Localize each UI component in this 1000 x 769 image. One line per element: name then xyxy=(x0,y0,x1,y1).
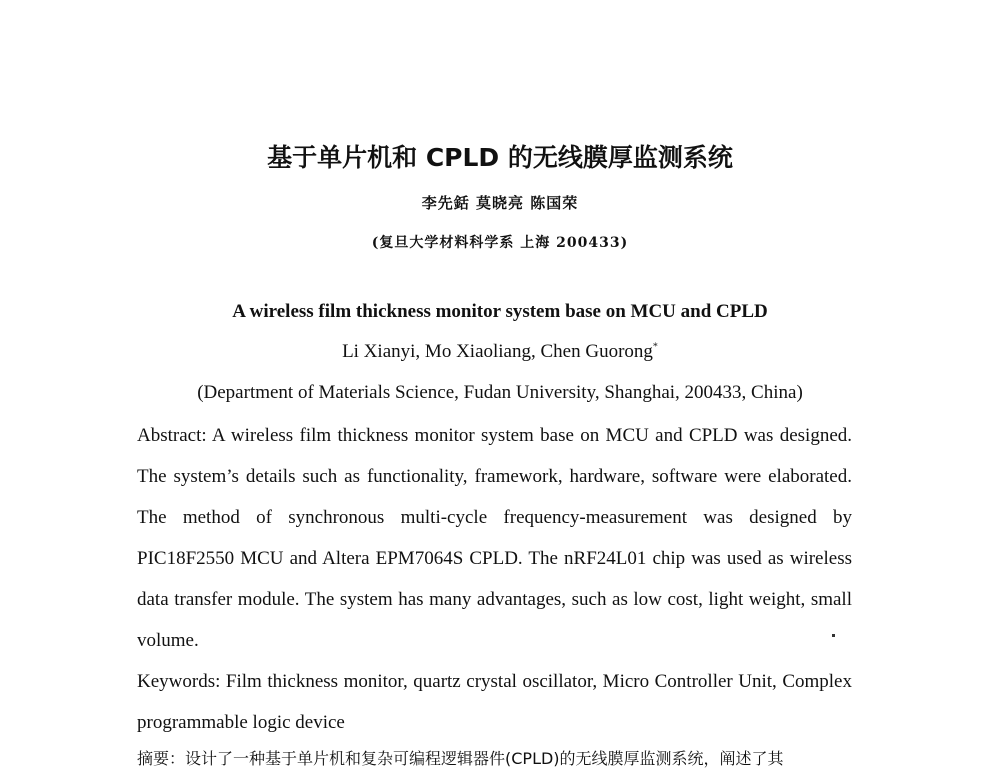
affiliation-cn: (复旦大学材料科学系 上海 200433) xyxy=(371,235,629,251)
corresponding-author-mark: * xyxy=(652,341,658,353)
abstract-cn: 摘要：设计了一种基于单片机和复杂可编程逻辑器件(CPLD)的无线膜厚监测系统，阐述了其 xyxy=(137,749,784,768)
abstract-en: Abstract: A wireless film thickness monitor system base on MCU and CPLD was designed. The system’s details such as functionality, framework, hardware, software were elaborated. The method of synchronous multi-cycle frequency-measurement was designed by PIC18F2550 MCU and Altera EPM7064S CPLD. The nRF24L01 chip was used as wireless data transfer module. The system has many advantages, such as low cost, light weight, small volume. xyxy=(137,425,852,651)
authors-cn: 李先銛 莫晓亮 陈国荣 xyxy=(421,194,579,212)
affiliation-en: (Department of Materials Science, Fudan University, Shanghai, 200433, China) xyxy=(197,382,803,403)
paper-title-en: A wireless film thickness monitor system base on MCU and CPLD xyxy=(232,301,768,322)
paper-title-cn: 基于单片机和 CPLD 的无线膜厚监测系统 xyxy=(267,143,733,172)
scan-speck xyxy=(832,634,835,637)
authors-en xyxy=(0,341,1000,363)
authors-en-names: Li Xianyi, Mo Xiaoliang, Chen Guorong xyxy=(342,341,653,362)
keywords-en: Keywords: Film thickness monitor, quartz crystal oscillator, Micro Controller Unit, Complex programmable logic device xyxy=(137,671,852,733)
